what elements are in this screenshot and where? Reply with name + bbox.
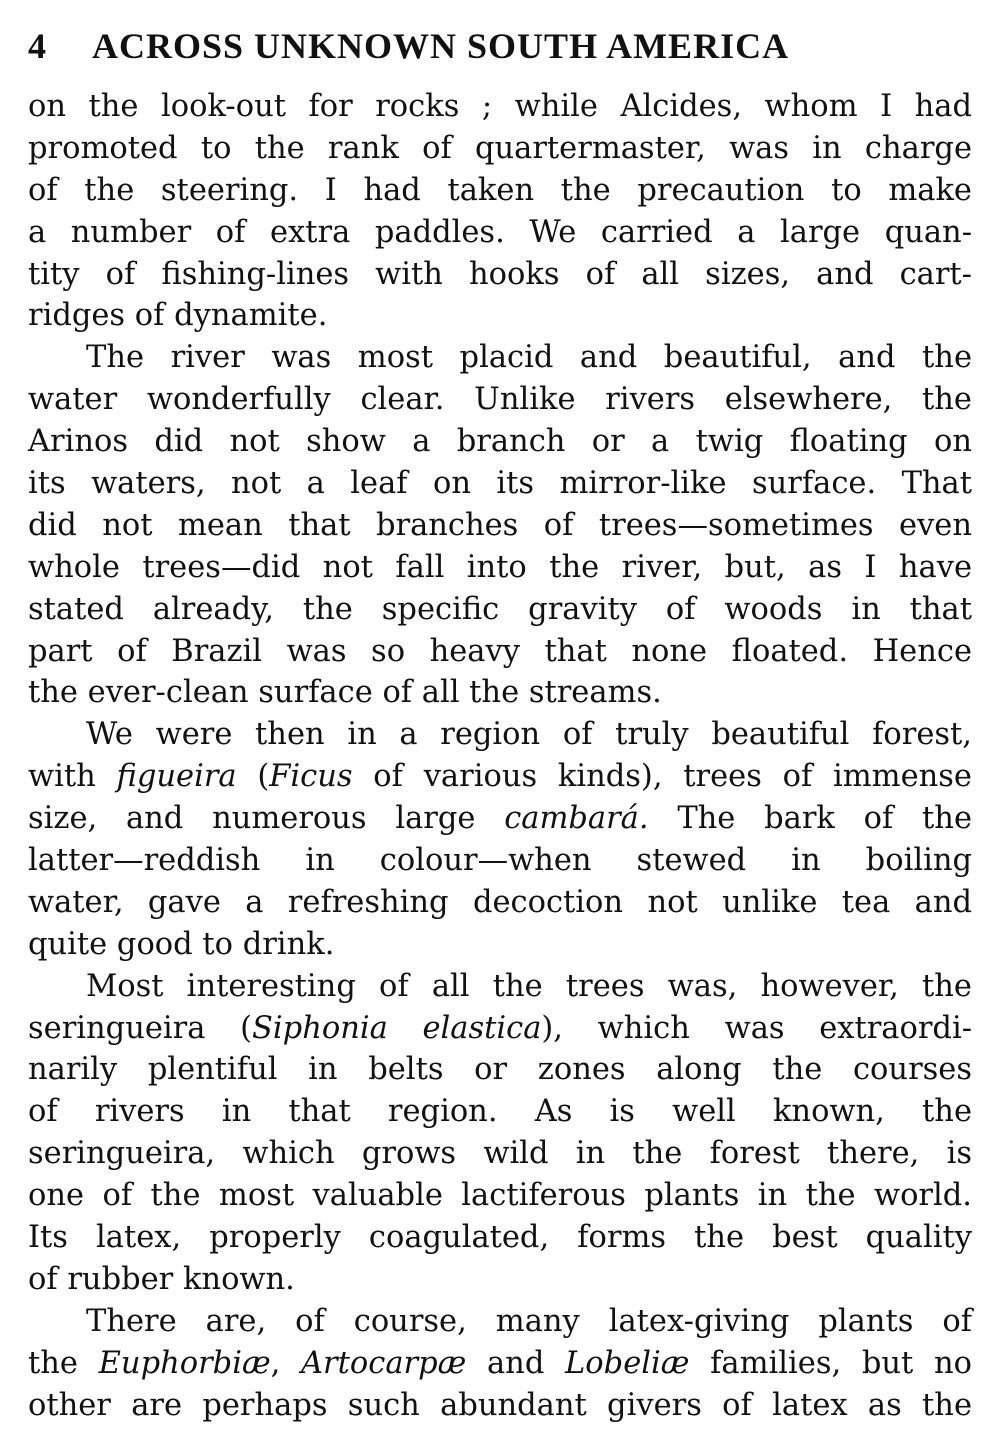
italic-term: Artocarpæ [301, 1345, 467, 1381]
running-title: ACROSS UNKNOWN SOUTH AMERICA [92, 26, 790, 66]
text-line [28, 1008, 972, 1050]
book-page [28, 0, 972, 1454]
text-line: whole trees—did not fall into the river, but, as I have [28, 549, 972, 585]
text-line: There are, of course, many latex-giving plants of [86, 1303, 972, 1339]
italic-term: Euphorbiæ [98, 1345, 271, 1381]
text-run: ), which was extraordi- [541, 1010, 973, 1046]
text-line: one of the most valuable lactiferous plants in the world. [28, 1178, 972, 1214]
text-line: The river was most placid and beautiful, and the [86, 340, 972, 376]
italic-term: figueira [116, 759, 237, 795]
text-run: with [28, 759, 117, 795]
italic-term: Siphonia elastica [252, 1010, 542, 1046]
text-line: on the look-out for rocks ; while Alcides, whom I had [28, 89, 972, 124]
text-line: Most interesting of all the trees was, however, the [86, 968, 972, 1004]
text-line: of rubber known. [28, 1261, 295, 1297]
text-run: , [270, 1345, 302, 1381]
text-line: seringueira, which grows wild in the forest there, is [28, 1136, 972, 1172]
text-line: other are perhaps such abundant givers of latex as the [28, 1387, 972, 1423]
text-line: part of Brazil was so heavy that none floated. Hence [28, 633, 972, 669]
text-line: narily plentiful in belts or zones along the courses [28, 1052, 972, 1088]
italic-term: Lobeliæ [565, 1345, 690, 1381]
page-number: 4 [28, 26, 47, 66]
text-line: of rivers in that region. As is well known, the [28, 1094, 972, 1130]
text-run: ( [236, 759, 270, 795]
text-line: stated already, the specific gravity of woods in that [28, 591, 972, 627]
text-run: seringueira ( [28, 1010, 253, 1046]
text-line: promoted to the rank of quartermaster, was in charge [28, 130, 972, 166]
text-line: We were then in a region of truly beautiful forest, [86, 717, 972, 753]
italic-term: Ficus [269, 759, 353, 795]
text-line: tity of fishing-lines with hooks of all sizes, and cart- [28, 256, 972, 292]
text-line: did not mean that branches of trees—sometimes even [28, 507, 972, 543]
italic-term: cambará. [504, 801, 649, 837]
text-line [28, 756, 972, 798]
text-line: water, gave a refreshing decoction not unlike tea and [28, 884, 972, 920]
text-line: the ever-clean surface of all the streams. [28, 675, 662, 711]
text-line [28, 1343, 972, 1385]
text-line: quite good to drink. [28, 926, 335, 962]
text-line: a number of extra paddles. We carried a large quan- [28, 214, 972, 250]
text-line: water wonderfully clear. Unlike rivers elsewhere, the [28, 382, 972, 418]
text-run: of various kinds), trees of immense [352, 759, 972, 795]
text-line: latter—reddish in colour—when stewed in boiling [28, 843, 972, 879]
text-run: size, and numerous large [28, 801, 505, 837]
text-run: families, but no [689, 1345, 972, 1381]
text-line: its waters, not a leaf on its mirror-like surface. That [28, 466, 972, 502]
text-run: The bark of the [648, 801, 972, 837]
text-run: the [28, 1345, 99, 1381]
running-head [28, 22, 972, 70]
text-line: Its latex, properly coagulated, forms the best quality [28, 1220, 972, 1256]
body-text [28, 86, 972, 1427]
text-line [28, 798, 972, 840]
text-line: of the steering. I had taken the precaution to make [28, 172, 972, 208]
text-run: and [466, 1345, 566, 1381]
text-line: Arinos did not show a branch or a twig floating on [28, 424, 972, 460]
text-line: ridges of dynamite. [28, 298, 328, 334]
